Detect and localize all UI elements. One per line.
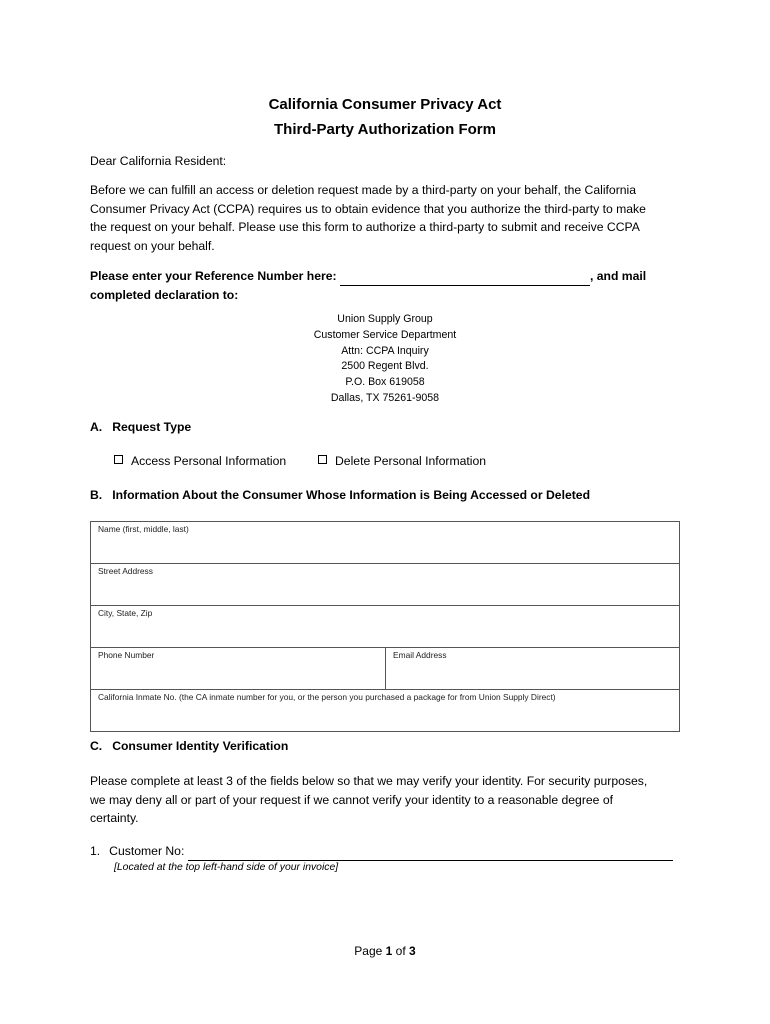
address-line: P.O. Box 619058 [345,376,425,389]
reference-prefix: Please enter your Reference Number here: [90,269,340,283]
intro-line: the request on your behalf. Please use this form to authorize a third-party to submit and receive CCPA [90,220,640,234]
reference-line2: completed declaration to: [90,287,239,302]
verification-line: Please complete at least 3 of the fields below so that we may verify your identity. For security purposes, [90,774,648,788]
city-state-zip-field[interactable] [91,606,680,648]
delete-option-label: Delete Personal Information [335,454,487,468]
intro-line: Consumer Privacy Act (CCPA) requires us to obtain evidence that you authorize the third-party to make [90,201,646,216]
address-line: Dallas, TX 75261-9058 [330,391,440,404]
verification-paragraph [90,772,690,828]
current-page: 1 [385,944,393,958]
item-number: 1. [90,844,101,858]
inmate-number-field[interactable] [91,690,680,732]
section-a-heading [90,420,191,434]
customer-number-label: Customer No: [109,844,185,858]
verification-line: we may deny all or part of your request if we cannot verify your identity to a reasonable degree of [90,792,613,807]
address-line: Union Supply Group [337,313,433,325]
street-address-field[interactable] [91,564,680,606]
city-field-label: City, State, Zip [98,608,153,618]
page-word: Page [354,944,386,958]
email-field-label: Email Address [393,650,447,660]
customer-number-item [90,842,690,861]
section-c-label: C. [90,739,103,753]
delete-checkbox[interactable] [318,455,327,464]
form-title-line1: California Consumer Privacy Act [268,96,502,113]
inmate-field-label: California Inmate No. (the CA inmate number for you, or the person you purchased a package for from Union Supply Direct) [98,692,556,702]
address-line: Attn: CCPA Inquiry [341,344,429,357]
mailing-address [0,312,770,407]
street-field-label: Street Address [98,566,153,576]
section-b-label: B. [90,488,103,502]
access-option[interactable] [114,454,286,468]
section-b-title: Information About the Consumer Whose Information is Being Accessed or Deleted [112,488,591,502]
phone-number-field[interactable] [91,648,386,690]
address-line: 2500 Regent Blvd. [341,360,429,373]
customer-number-hint: [Located at the top left-hand side of your invoice] [114,862,339,873]
greeting: Dear California Resident: [90,154,227,168]
page-footer [0,944,770,958]
total-pages: 3 [409,944,416,958]
address-line: Customer Service Department [313,328,457,341]
name-field[interactable] [91,522,680,564]
phone-field-label: Phone Number [98,650,155,660]
intro-line: request on your behalf. [90,238,215,253]
reference-number-field[interactable] [340,271,590,286]
section-c-heading [90,739,288,753]
section-a-title: Request Type [112,420,192,434]
section-c-title: Consumer Identity Verification [112,739,289,753]
name-field-label: Name (first, middle, last) [98,524,189,534]
customer-number-field[interactable] [188,846,673,861]
consumer-info-table [90,521,680,732]
reference-instruction [90,267,690,304]
access-option-label: Access Personal Information [131,454,287,468]
email-address-field[interactable] [386,648,680,690]
reference-suffix: , and mail [589,269,647,283]
intro-line: Before we can fulfill an access or deletion request made by a third-party on your behalf, the California [90,183,637,197]
of-word: of [392,944,410,958]
section-a-label: A. [90,420,103,434]
verification-line: certainty. [90,811,139,825]
intro-paragraph [90,181,690,255]
section-b-heading [90,488,590,502]
delete-option[interactable] [318,454,486,468]
form-title-line2: Third-Party Authorization Form [274,121,496,138]
access-checkbox[interactable] [114,455,123,464]
